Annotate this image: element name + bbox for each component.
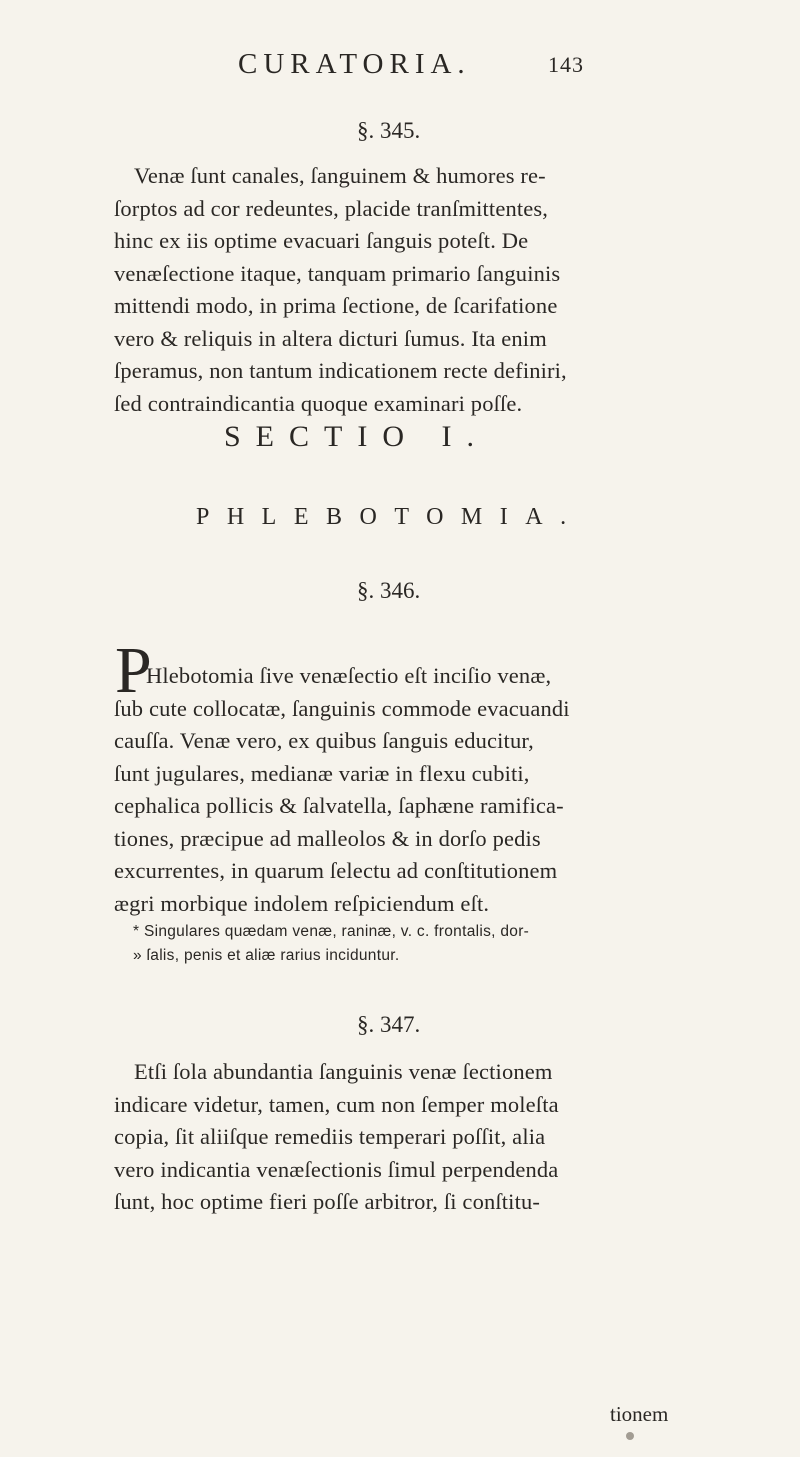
text-line: hinc ex iis optime evacuari ſanguis poteſt. De <box>114 228 529 253</box>
section-subtitle: PHLEBOTOMIA. <box>196 504 584 530</box>
page-number: 143 <box>548 52 584 77</box>
paragraph-345 <box>114 160 567 420</box>
text-line: tiones, præcipue ad malleolos & in dorſo pedis <box>114 825 541 851</box>
paragraph-number-347: §. 347. <box>357 1012 421 1037</box>
running-title: CURATORIA. <box>238 48 471 80</box>
text-line: ægri morbique indolem reſpiciendum eſt. <box>114 890 490 916</box>
text-line: ſub cute collocatæ, ſanguinis commode evacuandi <box>114 695 570 721</box>
text-line: cephalica pollicis & ſalvatella, ſaphæne ramifica- <box>114 793 564 818</box>
drop-cap: P <box>115 634 152 707</box>
footnote-line: * Singulares quædam venæ, raninæ, v. c. frontalis, dor- <box>133 923 530 940</box>
paragraph-number-346: §. 346. <box>357 578 421 603</box>
ink-speck <box>626 1432 634 1440</box>
text-line: vero indicantia venæſectionis ſimul perpendenda <box>114 1156 559 1182</box>
footnote <box>133 920 529 968</box>
text-line: indicare videtur, tamen, cum non ſemper moleſta <box>114 1091 559 1117</box>
section-title: SECTIO I. <box>224 420 489 453</box>
footnote-line: » ſalis, penis et aliæ rarius inciduntur. <box>133 947 400 964</box>
paragraph-number-345: §. 345. <box>357 118 421 143</box>
text-line: ſunt jugulares, medianæ variæ in flexu cubiti, <box>114 760 530 786</box>
text-line: ſperamus, non tantum indicationem recte definiri, <box>114 358 567 383</box>
text-line: Etſi ſola abundantia ſanguinis venæ ſectionem <box>134 1059 553 1084</box>
text-line: ſed contraindicantia quoque examinari poſſe. <box>114 390 523 416</box>
text-line: ſorptos ad cor redeuntes, placide tranſmittentes, <box>114 195 549 221</box>
paragraph-346 <box>114 660 570 920</box>
text-line: venæſectione itaque, tanquam primario ſanguinis <box>114 260 561 286</box>
catchword: tionem <box>610 1402 669 1426</box>
paragraph-347 <box>114 1056 559 1219</box>
text-line: vero & reliquis in altera dicturi ſumus. Ita enim <box>114 325 547 351</box>
text-line: Venæ ſunt canales, ſanguinem & humores re- <box>134 163 546 188</box>
running-head <box>0 48 800 88</box>
text-line: ſunt, hoc optime fieri poſſe arbitror, ſi conſtitu- <box>114 1189 541 1214</box>
text-line: Hlebotomia ſive venæſectio eſt inciſio venæ, <box>146 663 552 688</box>
text-line: cauſſa. Venæ vero, ex quibus ſanguis educitur, <box>114 728 534 753</box>
text-line: excurrentes, in quarum ſelectu ad conſtitutionem <box>114 858 558 883</box>
text-line: mittendi modo, in prima ſectione, de ſcarifatione <box>114 293 558 318</box>
text-line: copia, ſit aliiſque remediis temperari poſſit, alia <box>114 1124 546 1149</box>
